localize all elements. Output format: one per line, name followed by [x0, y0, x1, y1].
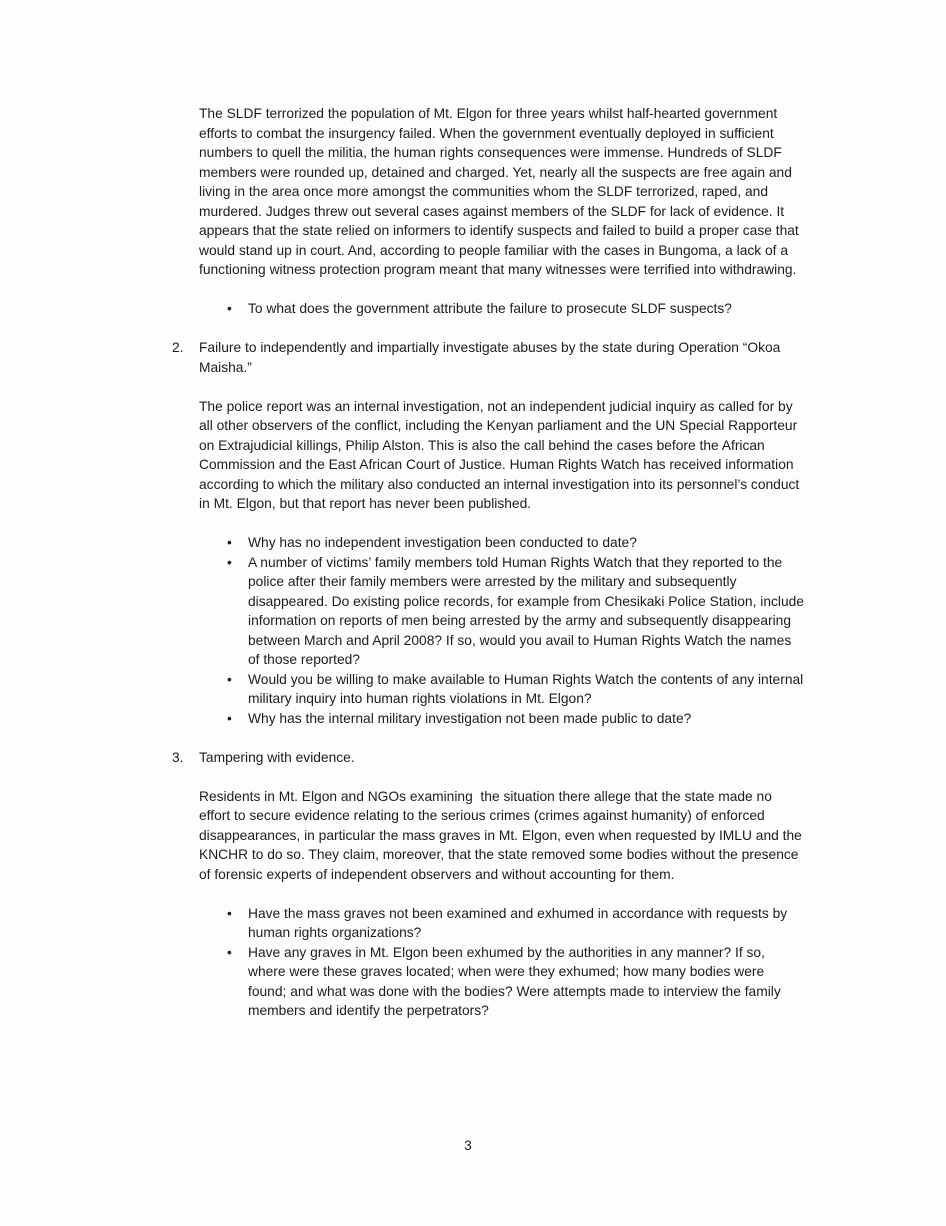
bullet-item: • Why has the internal military investigation not been made public to date?: [225, 709, 806, 729]
bullet-list-investigation: [225, 533, 806, 728]
bullet-list-prosecution: [225, 299, 806, 319]
page-number: 3: [464, 1138, 472, 1153]
bullet-item: • Would you be willing to make available to Human Rights Watch the contents of any internal military inquiry into human rights violations in Mt. Elgon?: [225, 670, 806, 709]
bullet-item: • Have the mass graves not been examined and exhumed in accordance with requests by human rights organizations?: [225, 904, 806, 943]
document-body: [172, 104, 806, 1040]
bullet-item: • Why has no independent investigation been conducted to date?: [225, 533, 806, 553]
numbered-item-text: Failure to independently and impartially investigate abuses by the state during Operation “Okoa Maisha.”: [199, 340, 781, 375]
bullet-list-graves: [225, 904, 806, 1021]
bullet-item: • Have any graves in Mt. Elgon been exhumed by the authorities in any manner? If so, where were these graves located; when were they exhumed; how many bodies were found; and what was done with the bodies? Were attempts made to interview the family members and identify the perpetrators?: [225, 943, 806, 1021]
paragraph-sldf-terrorized: The SLDF terrorized the population of Mt. Elgon for three years whilst half-hearted government efforts to combat the insurgency failed. When the government eventually deployed in sufficient numbers to quell the militia, the human rights consequences were immense. Hundreds of SLDF members were rounded up, detained and charged. Yet, nearly all the suspects are free again and living in the area once more amongst the communities whom the SLDF terrorized, raped, and murdered. Judges threw out several cases against members of the SLDF for lack of evidence. It appears that the state relied on informers to identify suspects and failed to build a proper case that would stand up in court. And, according to people familiar with the cases in Bungoma, a lack of a functioning witness protection program meant that many witnesses were terrified into withdrawing.: [199, 106, 803, 277]
bullet-item: • To what does the government attribute the failure to prosecute SLDF suspects?: [225, 299, 806, 319]
paragraph-police-report: The police report was an internal investigation, not an independent judicial inquiry as called for by all other observers of the conflict, including the Kenyan parliament and the UN Special Rapporteur on Extrajudicial killings, Philip Alston. This is also the call behind the cases before the African Commission and the East African Court of Justice. Human Rights Watch has received information according to which the military also conducted an internal investigation into its personnel’s conduct in Mt. Elgon, but that report has never been published.: [199, 398, 804, 511]
paragraph-residents-evidence: Residents in Mt. Elgon and NGOs examining the situation there allege that the state made no effort to secure evidence relating to the serious crimes (crimes against humanity) of enforced disappearances, in particular the mass graves in Mt. Elgon, even when requested by IMLU and the KNCHR to do so. They claim, moreover, that the state removed some bodies without the presence of forensic experts of independent observers and without accounting for them.: [199, 788, 806, 882]
list-number: 2.: [172, 340, 184, 355]
bullet-item: • A number of victims’ family members told Human Rights Watch that they reported to the police after their family members were arrested by the military and subsequently disappeared. Do existing police records, for example from Chesikaki Police Station, include information on reports of men being arrested by the army and subsequently disappearing between March and April 2008? If so, would you avail to Human Rights Watch the names of those reported?: [225, 553, 806, 670]
numbered-item-text: Tampering with evidence.: [199, 749, 355, 765]
numbered-item-2: [172, 338, 806, 377]
numbered-item-3: [172, 748, 806, 768]
list-number: 3.: [172, 749, 184, 765]
